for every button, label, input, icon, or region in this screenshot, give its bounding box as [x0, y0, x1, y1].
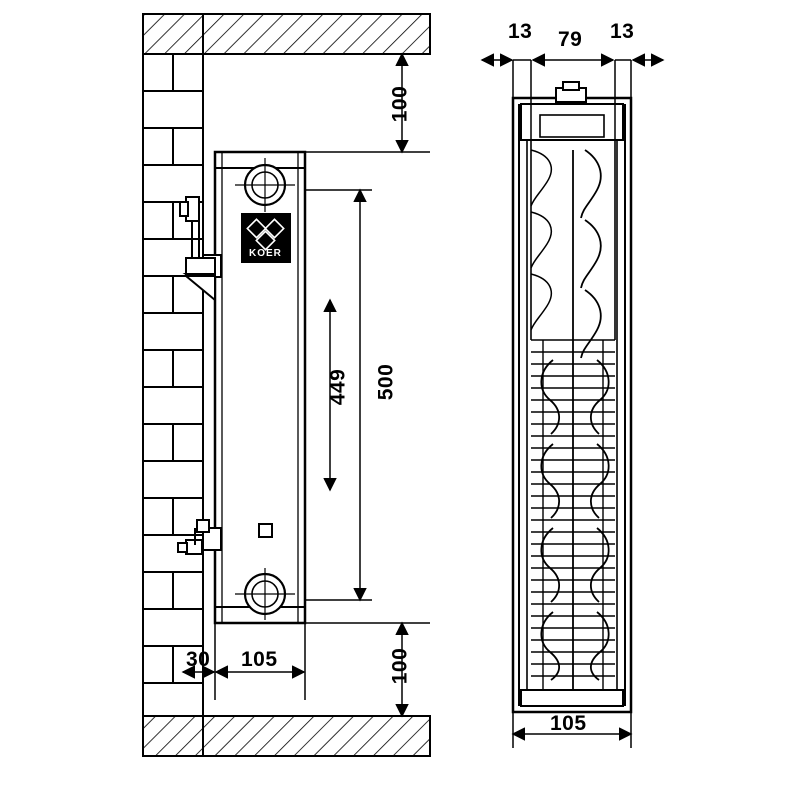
dim-wall-offset: 30 — [186, 648, 211, 671]
dim-top-clearance: 100 — [388, 85, 412, 123]
dim-depth-side: 105 — [241, 648, 278, 671]
dim-height-overall: 500 — [374, 363, 398, 401]
dim-depth-section: 105 — [550, 712, 587, 735]
dim-panel-right: 13 — [610, 20, 635, 43]
radiator-cross-section — [513, 82, 631, 712]
dim-bottom-clearance: 100 — [388, 647, 412, 685]
dim-panel-gap: 79 — [558, 28, 583, 51]
dim-panel-left: 13 — [508, 20, 533, 43]
koer-logo-label: KOER — [249, 248, 282, 259]
dim-height-center-to-center: 449 — [326, 368, 350, 406]
